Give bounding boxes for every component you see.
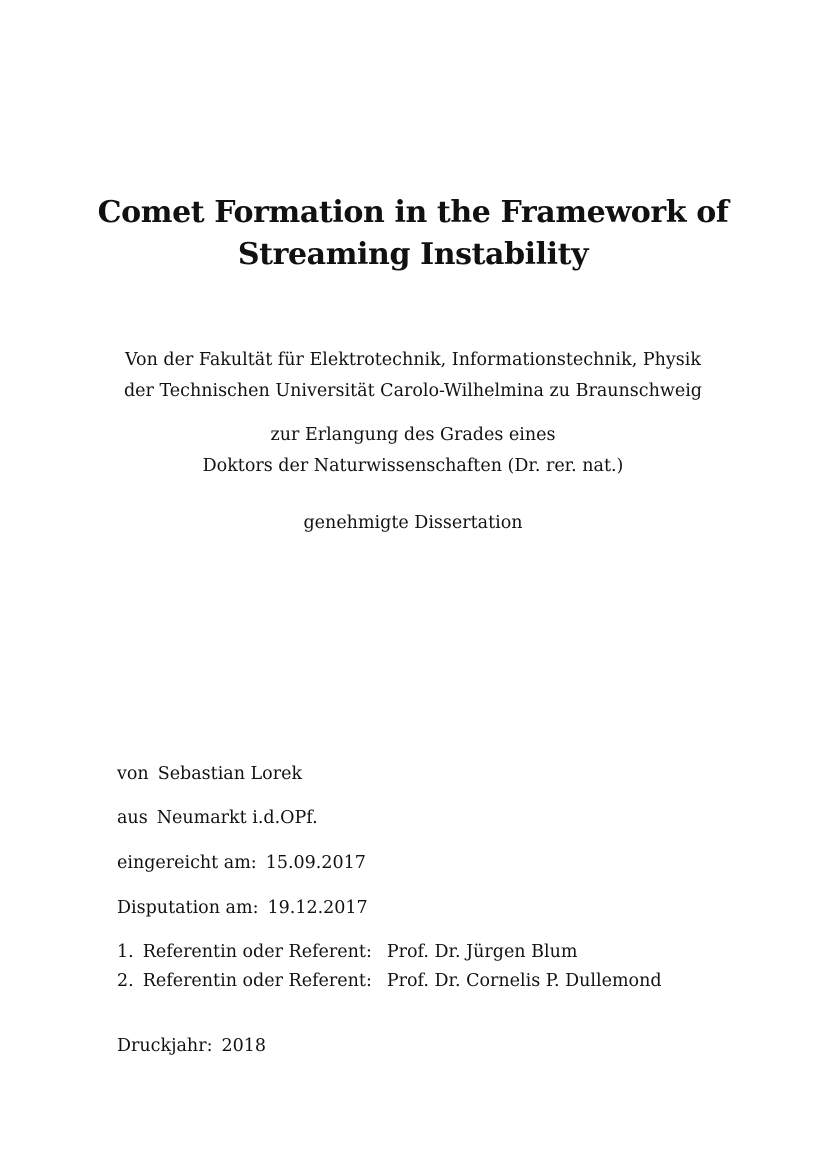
degree-line-1: zur Erlangung des Grades eines	[270, 425, 556, 445]
thesis-title-line-1: Comet Formation in the Framework of	[97, 195, 729, 230]
author-line	[117, 760, 302, 788]
referee-name: Prof. Dr. Jürgen Blum	[386, 942, 578, 962]
faculty-statement	[0, 345, 826, 407]
author-name: Sebastian Lorek	[157, 764, 303, 784]
print-year-line	[117, 1032, 266, 1060]
referee-number: 2.	[117, 971, 134, 991]
disputation-date: 19.12.2017	[267, 898, 368, 918]
referee-number: 1.	[117, 942, 134, 962]
origin-label: aus	[117, 808, 148, 828]
referee-name: Prof. Dr. Cornelis P. Dullemond	[386, 971, 662, 991]
thesis-title-line-2: Streaming Instability	[237, 237, 589, 272]
faculty-line-1: Von der Fakultät für Elektrotechnik, Informationstechnik, Physik	[125, 350, 701, 370]
submitted-date: 15.09.2017	[265, 853, 366, 873]
referee-line-2	[117, 967, 662, 995]
submitted-line	[117, 849, 366, 877]
submitted-label: eingereicht am:	[117, 853, 257, 873]
faculty-line-2: der Technischen Universität Carolo-Wilhelmina zu Braunschweig	[123, 381, 702, 401]
print-year-value: 2018	[221, 1036, 267, 1056]
degree-line-2: Doktors der Naturwissenschaften (Dr. rer. nat.)	[202, 456, 624, 476]
author-label: von	[117, 764, 149, 784]
referee-label: Referentin oder Referent:	[142, 971, 372, 991]
degree-statement	[0, 420, 826, 482]
approval-text: genehmigte Dissertation	[303, 513, 523, 533]
print-year-label: Druckjahr:	[117, 1036, 213, 1056]
origin-line	[117, 804, 318, 832]
disputation-line	[117, 894, 368, 922]
referee-label: Referentin oder Referent:	[142, 942, 372, 962]
origin-place: Neumarkt i.d.OPf.	[156, 808, 318, 828]
referee-line-1	[117, 938, 577, 966]
disputation-label: Disputation am:	[117, 898, 259, 918]
thesis-title	[0, 192, 826, 276]
approval-statement	[0, 508, 826, 539]
